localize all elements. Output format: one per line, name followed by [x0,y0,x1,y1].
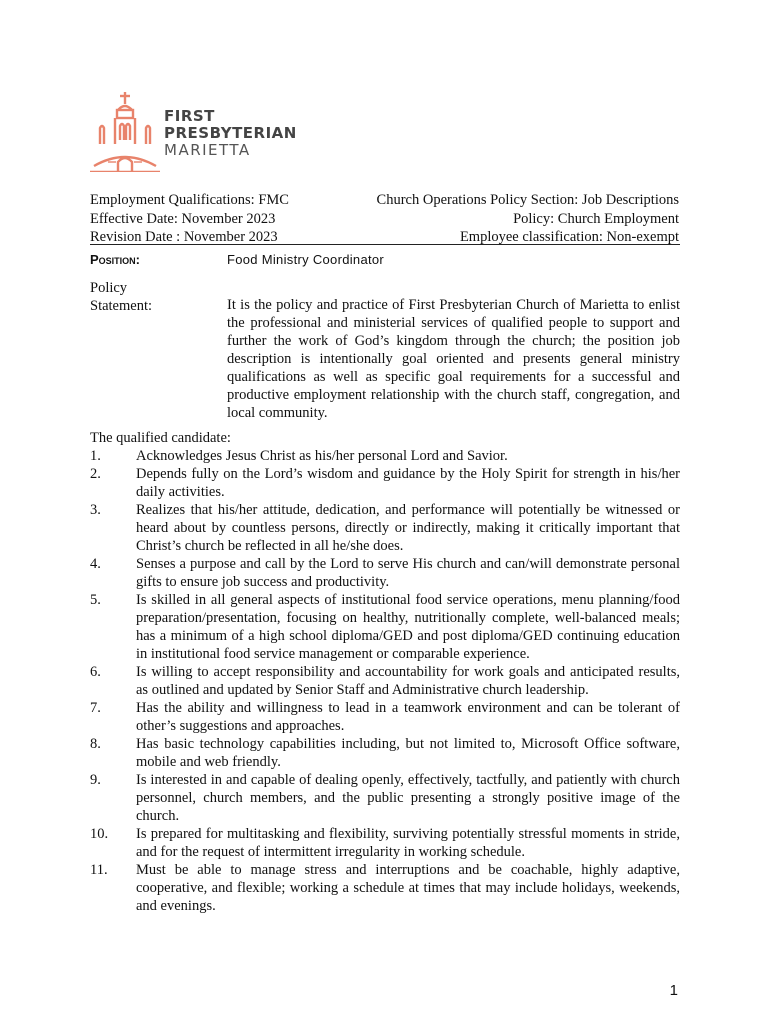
list-item [90,861,680,915]
list-item [90,501,680,555]
list-item-text: Is willing to accept responsibility and accountability for work goals and anticipated results, as outlined and updated by Senior Staff and Administrative church leadership. [136,664,680,698]
church-logo [88,92,297,172]
page-number: 1 [669,982,678,999]
list-item [90,735,680,771]
list-item [90,591,680,663]
employee-classification: Employee classification: Non-exempt [459,229,679,245]
policy-label-line1: Policy [90,280,128,296]
list-item [90,699,680,735]
list-item-text: Is interested in and capable of dealing openly, effectively, tactfully, and patiently with church personnel, church members, and the public presenting a strongly positive image of the church. [136,772,680,824]
list-item [90,465,680,501]
effective-date: Effective Date: November 2023 [90,210,276,227]
list-item [90,771,680,825]
header-left-block [90,191,289,247]
logo-line-presbyterian: PRESBYTERIAN [164,124,297,142]
list-item-text: Has basic technology capabilities including, but not limited to, Microsoft Office software, mobile and web friendly. [136,736,680,770]
list-item-number: 4. [90,556,101,572]
qualified-candidate-section [90,429,680,915]
list-item-number: 7. [90,700,101,716]
list-item-text: Must be able to manage stress and interruptions and be coachable, highly adaptive, cooperative, and flexible; working a schedule at times that may include holidays, weekends, and evenings. [136,862,680,914]
list-item [90,447,680,465]
list-item-number: 5. [90,592,101,608]
position-title: Food Ministry Coordinator [227,252,385,267]
list-item-number: 2. [90,466,101,482]
list-item-text: Senses a purpose and call by the Lord to serve His church and can/will demonstrate personal gifts to ensure job success and productivity. [136,556,680,590]
policy-statement-text: It is the policy and practice of First Presbyterian Church of Marietta to enlist the professional and ministerial services of qualified people to support and further the work of God’s kingdom through the church; the position job description is intentionally goal oriented and presents general ministry qualifications as well as specific goal requirements for a successful and productive employment relationship with the church staff, congregation, and local community. [227,297,680,421]
list-item-number: 8. [90,736,101,752]
list-item-text: Acknowledges Jesus Christ as his/her personal Lord and Savior. [136,448,508,464]
policy-section: Church Operations Policy Section: Job Descriptions [376,192,679,208]
list-item-text: Realizes that his/her attitude, dedication, and performance will potentially be witnessed or heard about by countless persons, directly or indirectly, making it critically important that Christ’s church be reflected in all he/she does. [136,502,680,554]
list-item-text: Is prepared for multitasking and flexibility, surviving potentially stressful moments in stride, and for the request of intermittent irregularity in working schedule. [136,826,680,860]
qualification-list [90,447,680,915]
list-item-number: 11. [90,862,108,878]
list-item-number: 3. [90,502,101,518]
header-divider [90,244,680,245]
policy-label-line2: Statement: [90,298,153,314]
list-item [90,663,680,699]
header-right-block [377,191,679,247]
church-steeple-icon [88,92,162,172]
list-item-number: 10. [90,826,109,842]
revision-date: Revision Date : November 2023 [90,229,278,245]
logo-line-first: FIRST [164,107,215,125]
logo-wordmark [164,108,297,159]
candidate-intro: The qualified candidate: [90,430,231,446]
list-item-text: Is skilled in all general aspects of institutional food service operations, menu planning/food preparation/presentation, focusing on healthy, nutritionally complete, well-balanced meals; has a minimum of a high school diploma/GED and post diploma/GED continuing education in institutional food service management or comparable experience. [136,592,680,662]
policy-statement-label [90,279,152,315]
position-label: Position: [90,252,141,267]
list-item-text: Has the ability and willingness to lead in a teamwork environment and can be tolerant of other’s suggestions and approaches. [136,700,680,734]
list-item [90,825,680,861]
list-item-number: 9. [90,772,101,788]
list-item-number: 6. [90,664,101,680]
employment-qualifications: Employment Qualifications: FMC [90,192,289,208]
list-item-number: 1. [90,448,101,464]
list-item [90,555,680,591]
logo-line-marietta: MARIETTA [164,141,251,159]
policy-name: Policy: Church Employment [513,210,679,227]
list-item-text: Depends fully on the Lord’s wisdom and guidance by the Holy Spirit for strength in his/her daily activities. [136,466,680,500]
